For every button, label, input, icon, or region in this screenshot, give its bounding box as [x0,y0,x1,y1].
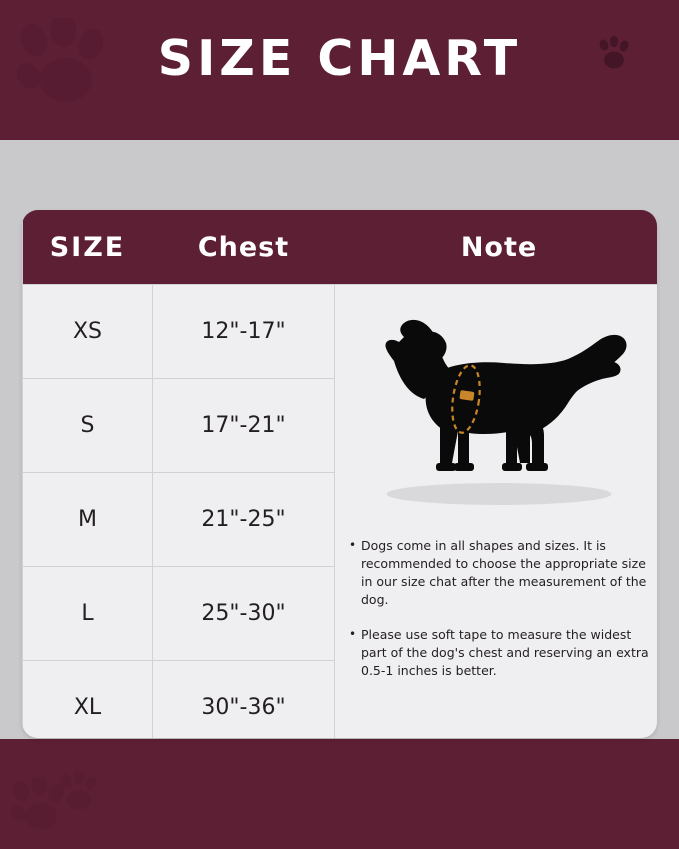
cell-chest: 12"-17" [153,285,335,379]
cell-chest: 17"-21" [153,379,335,473]
cell-size: XS [23,285,153,379]
note-list-item [349,626,649,680]
bullet-icon: • [349,538,357,552]
table-header-row [23,210,658,285]
paw-icon [58,771,98,813]
column-header-chest: Chest [153,210,335,285]
note-list-item [349,537,649,610]
footer-banner [0,739,679,849]
column-header-size: SIZE [23,210,153,285]
page-title: SIZE CHART [157,30,522,87]
column-header-note: Note [335,210,658,285]
note-list [349,537,649,696]
dog-silhouette-icon [354,303,644,503]
size-chart-table [22,210,657,738]
table-row [23,285,658,379]
note-content [335,285,657,738]
note-text: Please use soft tape to measure the widest part of the dog's chest and reserving an extra 0.5-1 inches is better. [361,626,649,678]
bullet-icon: • [349,626,357,641]
footer-curve-decoration [0,739,679,779]
size-chart-table-container [22,210,657,738]
dog-illustration [335,285,657,535]
cell-size: XL [23,661,153,739]
cell-size: L [23,567,153,661]
note-cell [335,285,658,739]
cell-chest: 25"-30" [153,567,335,661]
cell-chest: 21"-25" [153,473,335,567]
header-banner [0,0,679,140]
note-text: Dogs come in all shapes and sizes. It is recommended to choose the appropriate size in our size chat after the measurement of the dog. [361,538,647,608]
cell-chest: 30"-36" [153,661,335,739]
cell-size: S [23,379,153,473]
cell-size: M [23,473,153,567]
